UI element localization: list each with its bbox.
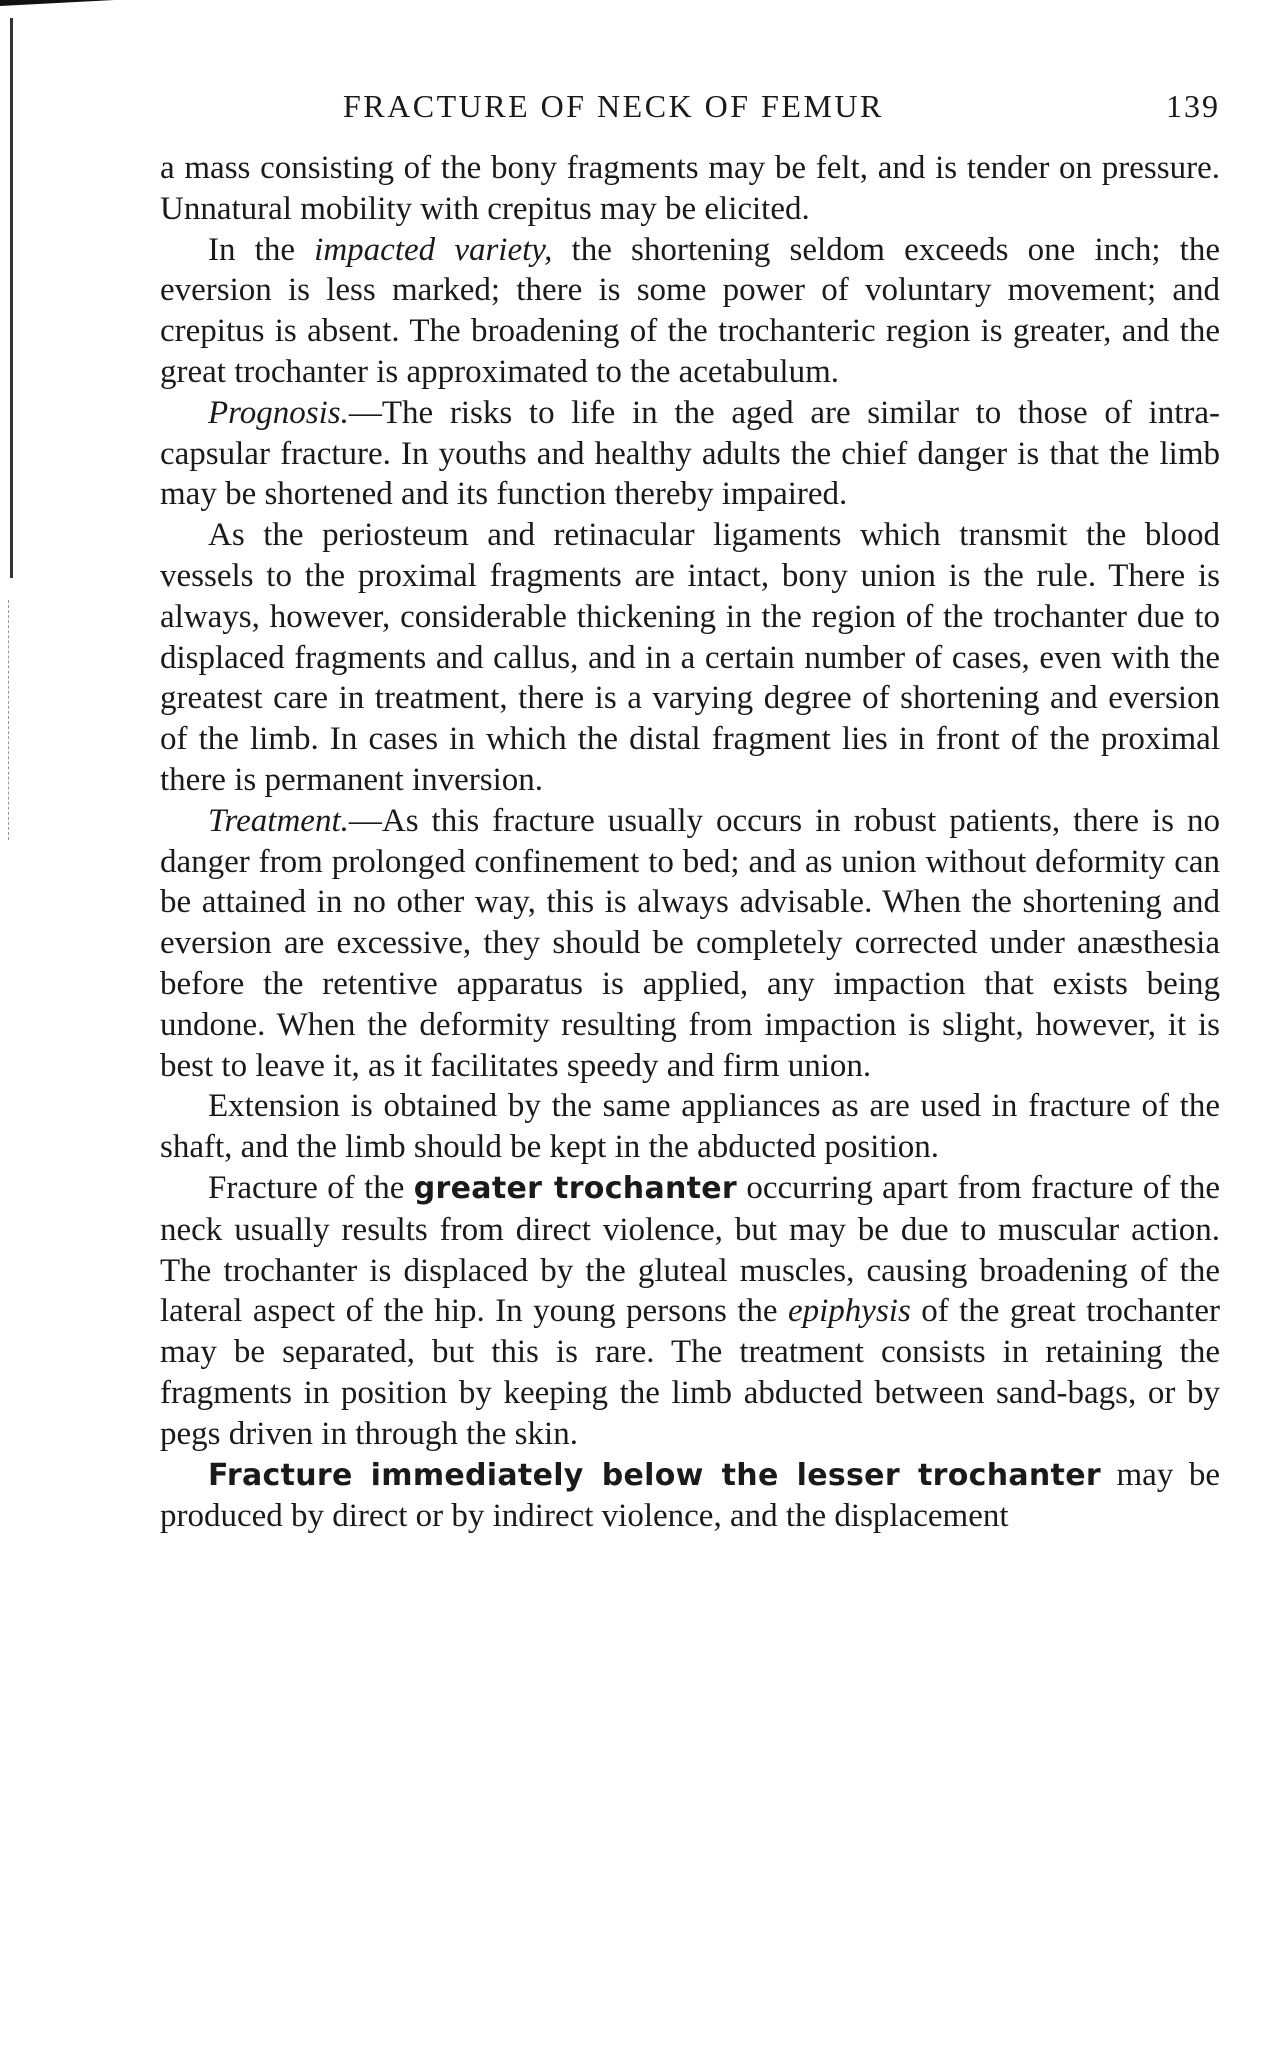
- italic-text: impacted variety,: [314, 231, 553, 268]
- italic-text: Prognosis.: [208, 394, 349, 431]
- text-run: the shortening seldom exceeds one inch; the eversion is less marked; there is some power of voluntary movement; and crepitus is absent. The broadening of the trochanteric region is greater, and the great trochanter is approximated to the acetabulum.: [160, 231, 1220, 390]
- text-run: Extension is obtained by the same appliances as are used in fracture of the shaft, and the limb should be kept in the abducted position.: [160, 1088, 1220, 1166]
- book-page: [160, 88, 1220, 1537]
- text-run: —The risks to life in the aged are similar to those of intra-capsular fracture. In youths and healthy adults the chief danger is that the limb may be shortened and its function thereby impaired.: [160, 394, 1220, 513]
- scan-border-mark: [0, 0, 118, 18]
- paragraph: [160, 148, 1220, 230]
- text-run: —As this fracture usually occurs in robust patients, there is no danger from prolonged confinement to bed; and as union without deformity can be attained in no other way, this is always advisable. When the shortening and eversion are excessive, they should be completely corrected under anæsthesia before the retentive apparatus is applied, any impaction that exists being undone. When the deformity resulting from impaction is slight, however, it is best to leave it, as it facilitates speedy and firm union.: [160, 802, 1220, 1084]
- page-number: 139: [1166, 88, 1220, 124]
- text-run: As the periosteum and retinacular ligaments which transmit the blood vessels to the proximal fragments are intact, bony union is the rule. There is always, however, considerable thickening in the region of the trochanter due to displaced fragments and callus, and in a certain number of cases, even with the greatest care in treatment, there is a varying degree of shortening and eversion of the limb. In cases in which the distal fragment lies in front of the proximal there is permanent inversion.: [160, 517, 1220, 798]
- text-run: occurring apart from fracture of the neck usually results from direct violence, but may be due to muscular action. The trochanter is displaced by the gluteal muscles, causing broadening of the lateral aspect of the hip. In young persons the: [160, 1169, 1220, 1330]
- text-run: may be produced by direct or by indirect violence, and the displacement: [160, 1456, 1221, 1535]
- text-run: In the: [208, 231, 315, 268]
- scan-edge-line: [10, 18, 13, 578]
- running-title: FRACTURE OF NECK OF FEMUR: [343, 88, 884, 124]
- scan-edge-dots: [8, 600, 9, 840]
- text-run: a mass consisting of the bony fragments may be felt, and is tender on pressure. Unnatural mobility with crepitus may be elicited.: [160, 150, 1220, 227]
- running-header: [160, 88, 1220, 134]
- italic-text: epiphysis: [787, 1293, 911, 1330]
- bold-heading-text: greater trochanter: [413, 1170, 738, 1206]
- paragraph: [160, 1086, 1220, 1168]
- text-run: Fracture of the: [208, 1169, 414, 1206]
- paragraph: [160, 1455, 1220, 1538]
- paragraph: [160, 1168, 1220, 1455]
- paragraph: [160, 230, 1220, 393]
- paragraph: [160, 515, 1220, 801]
- italic-text: Treatment.: [208, 802, 349, 839]
- bold-heading-text: Fracture immediately below the lesser trochanter: [208, 1457, 1101, 1493]
- body-text: [160, 148, 1220, 1537]
- paragraph: [160, 801, 1220, 1087]
- text-run: of the great trochanter may be separated, but this is rare. The treatment consists in retaining the fragments in position by keeping the limb abducted between sand-bags, or by pegs driven in through the skin.: [160, 1293, 1220, 1452]
- paragraph: [160, 393, 1220, 515]
